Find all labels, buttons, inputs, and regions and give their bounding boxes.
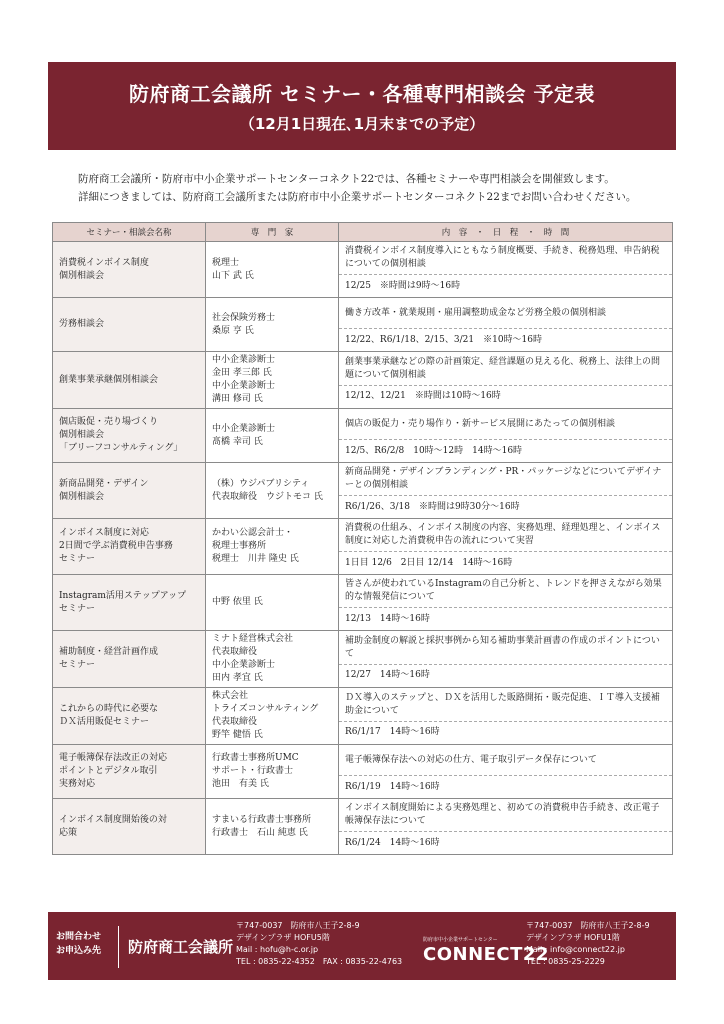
seminar-name: これからの時代に必要な ＤＸ活用販促セミナー — [53, 688, 206, 745]
content-cell — [339, 409, 673, 463]
expert-name: かわい公認会計士・ 税理士事務所 税理士 川井 隆史 氏 — [206, 519, 339, 575]
table-row — [53, 242, 673, 298]
table-row — [53, 298, 673, 352]
content-description: 補助金制度の解説と採択事例から知る補助事業計画書の作成のポイントについて — [345, 635, 660, 659]
seminar-name: 補助制度・経営計画作成 セミナー — [53, 631, 206, 688]
intro-text — [78, 170, 688, 206]
seminar-name: 新商品開発・デザイン 個別相談会 — [53, 463, 206, 519]
seminar-name: 労務相談会 — [53, 298, 206, 352]
connect22-logo: CONNECT22 — [423, 944, 549, 965]
seminar-name: Instagram活用ステップアップ セミナー — [53, 575, 206, 631]
schedule-text: 12/5、R6/2/8 10時～12時 14時～16時 — [339, 439, 672, 462]
content-description: インボイス制度開始による実務処理と、初めての消費税申告手続き、改正電子帳簿保存法について — [345, 803, 660, 826]
intro-line-2: 詳細につきましては、防府商工会議所または防府市中小企業サポートセンターコネクト22までお問い合わせください。 — [78, 191, 637, 203]
header-expert: 専 門 家 — [206, 223, 339, 242]
content-description: 創業事業承継などの際の計画策定、経営課題の見える化、税務上、法律上の問題について個別相談 — [345, 356, 661, 380]
content-cell — [339, 575, 673, 631]
content-cell — [339, 631, 673, 688]
expert-name: 中小企業診断士 金田 孝三郎 氏 中小企業診断士 溝田 修司 氏 — [206, 352, 339, 409]
expert-name: 中野 依里 氏 — [206, 575, 339, 631]
content-cell — [339, 799, 673, 855]
content-cell — [339, 298, 673, 352]
expert-name: 税理士 山下 武 氏 — [206, 242, 339, 298]
header-content: 内 容 ・ 日 程 ・ 時 間 — [339, 223, 673, 242]
seminar-name: 創業事業承継個別相談会 — [53, 352, 206, 409]
header-name: セミナー・相談会名称 — [53, 223, 206, 242]
intro-line-1: 防府商工会議所・防府市中小企業サポートセンターコネクト22では、各種セミナーや専門相談会を開催致します。 — [78, 173, 615, 185]
table-row — [53, 519, 673, 575]
table-row — [53, 463, 673, 519]
schedule-text: 12/25 ※時間は9時～16時 — [339, 274, 672, 297]
content-description: 消費税インボイス制度導入にともなう制度概要、手続き、税務処理、申告納税についての個別相談 — [345, 246, 660, 269]
content-description: 皆さんが使われているInstagramの自己分析と、トレンドを押さえながら効果的な情報発信について — [345, 579, 662, 602]
seminar-name: 電子帳簿保存法改正の対応 ポイントとデジタル取引 実務対応 — [53, 745, 206, 799]
content-description: 電子帳簿保存法への対応の仕方、電子取引データ保存について — [345, 754, 597, 765]
schedule-text: 12/22、R6/1/18、2/15、3/21 ※10時～16時 — [339, 328, 672, 351]
table-row — [53, 688, 673, 745]
page-header — [48, 62, 676, 150]
schedule-text: R6/1/24 14時～16時 — [339, 831, 672, 854]
seminar-name: インボイス制度に対応 2日間で学ぶ消費税申告事務 セミナー — [53, 519, 206, 575]
expert-name: 中小企業診断士 髙橋 幸司 氏 — [206, 409, 339, 463]
content-description: 新商品開発・デザインブランディング・PR・パッケージなどについてデザイナーとの個別相談 — [345, 467, 662, 490]
table-row — [53, 799, 673, 855]
connect22-subtitle: 防府市中小企業サポートセンター — [423, 937, 498, 943]
connect22-address: 〒747-0037 防府市八王子2-8-9 デザインプラザ HOFU1階 Mail : info@connect22.jp TEL : 0835-25-2229 — [526, 921, 650, 966]
expert-name: （株）ウジパブリシティ 代表取締役 ウジトモコ 氏 — [206, 463, 339, 519]
schedule-text: 12/12、12/21 ※時間は10時～16時 — [339, 385, 672, 408]
schedule-text: 1日目 12/6 2日目 12/14 14時～16時 — [339, 551, 672, 574]
seminar-name: 消費税インボイス制度 個別相談会 — [53, 242, 206, 298]
content-cell — [339, 519, 673, 575]
schedule-text: R6/1/26、3/18 ※時間は9時30分～16時 — [339, 495, 672, 518]
content-cell — [339, 745, 673, 799]
table-row — [53, 352, 673, 409]
table-row — [53, 745, 673, 799]
expert-name: 株式会社 トライズコンサルティング 代表取締役 野竿 健悟 氏 — [206, 688, 339, 745]
page-title: 防府商工会議所 セミナー・各種専門相談会 予定表 — [129, 82, 595, 106]
org-address: 〒747-0037 防府市八王子2-8-9 デザインプラザ HOFU5階 Mail : hofu@h-c.or.jp TEL : 0835-22-4352 FAX : 0835-22-4763 — [236, 921, 403, 966]
page-subtitle: （12月1日現在､1月末までの予定） — [239, 115, 485, 133]
table-row — [53, 575, 673, 631]
expert-name: 行政書士事務所UMC サポート・行政書士 池田 有美 氏 — [206, 745, 339, 799]
seminar-name: インボイス制度開始後の対 応策 — [53, 799, 206, 855]
schedule-text: 12/27 14時～16時 — [339, 664, 672, 687]
schedule-text: R6/1/17 14時～16時 — [339, 721, 672, 744]
contact-footer — [48, 912, 676, 980]
content-cell — [339, 463, 673, 519]
content-cell — [339, 352, 673, 409]
content-description: ＤＸ導入のステップと、ＤＸを活用した販路開拓・販売促進、ＩＴ導入支援補助金について — [345, 692, 660, 716]
org-name: 防府商工会議所 — [128, 938, 234, 956]
table-row — [53, 631, 673, 688]
contact-label: お問合わせ お申込み先 — [56, 932, 102, 956]
expert-name: ミナト経営株式会社 代表取締役 中小企業診断士 田内 孝宜 氏 — [206, 631, 339, 688]
table-header-row — [53, 223, 673, 242]
content-description: 働き方改革・就業規則・雇用調整助成金など労務全般の個別相談 — [345, 307, 607, 318]
expert-name: 社会保険労務士 桑原 亨 氏 — [206, 298, 339, 352]
content-description: 消費税の仕組み、インボイス制度の内容、実務処理、経理処理と、インボイス制度に対応した消費税申告の流れについて実習 — [345, 523, 661, 546]
expert-name: すまいる行政書士事務所 行政書士 石山 純恵 氏 — [206, 799, 339, 855]
schedule-table — [52, 222, 673, 855]
schedule-text: R6/1/19 14時～16時 — [339, 775, 672, 798]
content-description: 個店の販促力・売り場作り・新サービス展開にあたっての個別相談 — [345, 418, 616, 429]
seminar-name: 個店販促・売り場づくり 個別相談会 「ブリーフコンサルティング」 — [53, 409, 206, 463]
footer-divider — [118, 926, 119, 968]
schedule-text: 12/13 14時～16時 — [339, 607, 672, 630]
content-cell — [339, 688, 673, 745]
table-row — [53, 409, 673, 463]
content-cell — [339, 242, 673, 298]
